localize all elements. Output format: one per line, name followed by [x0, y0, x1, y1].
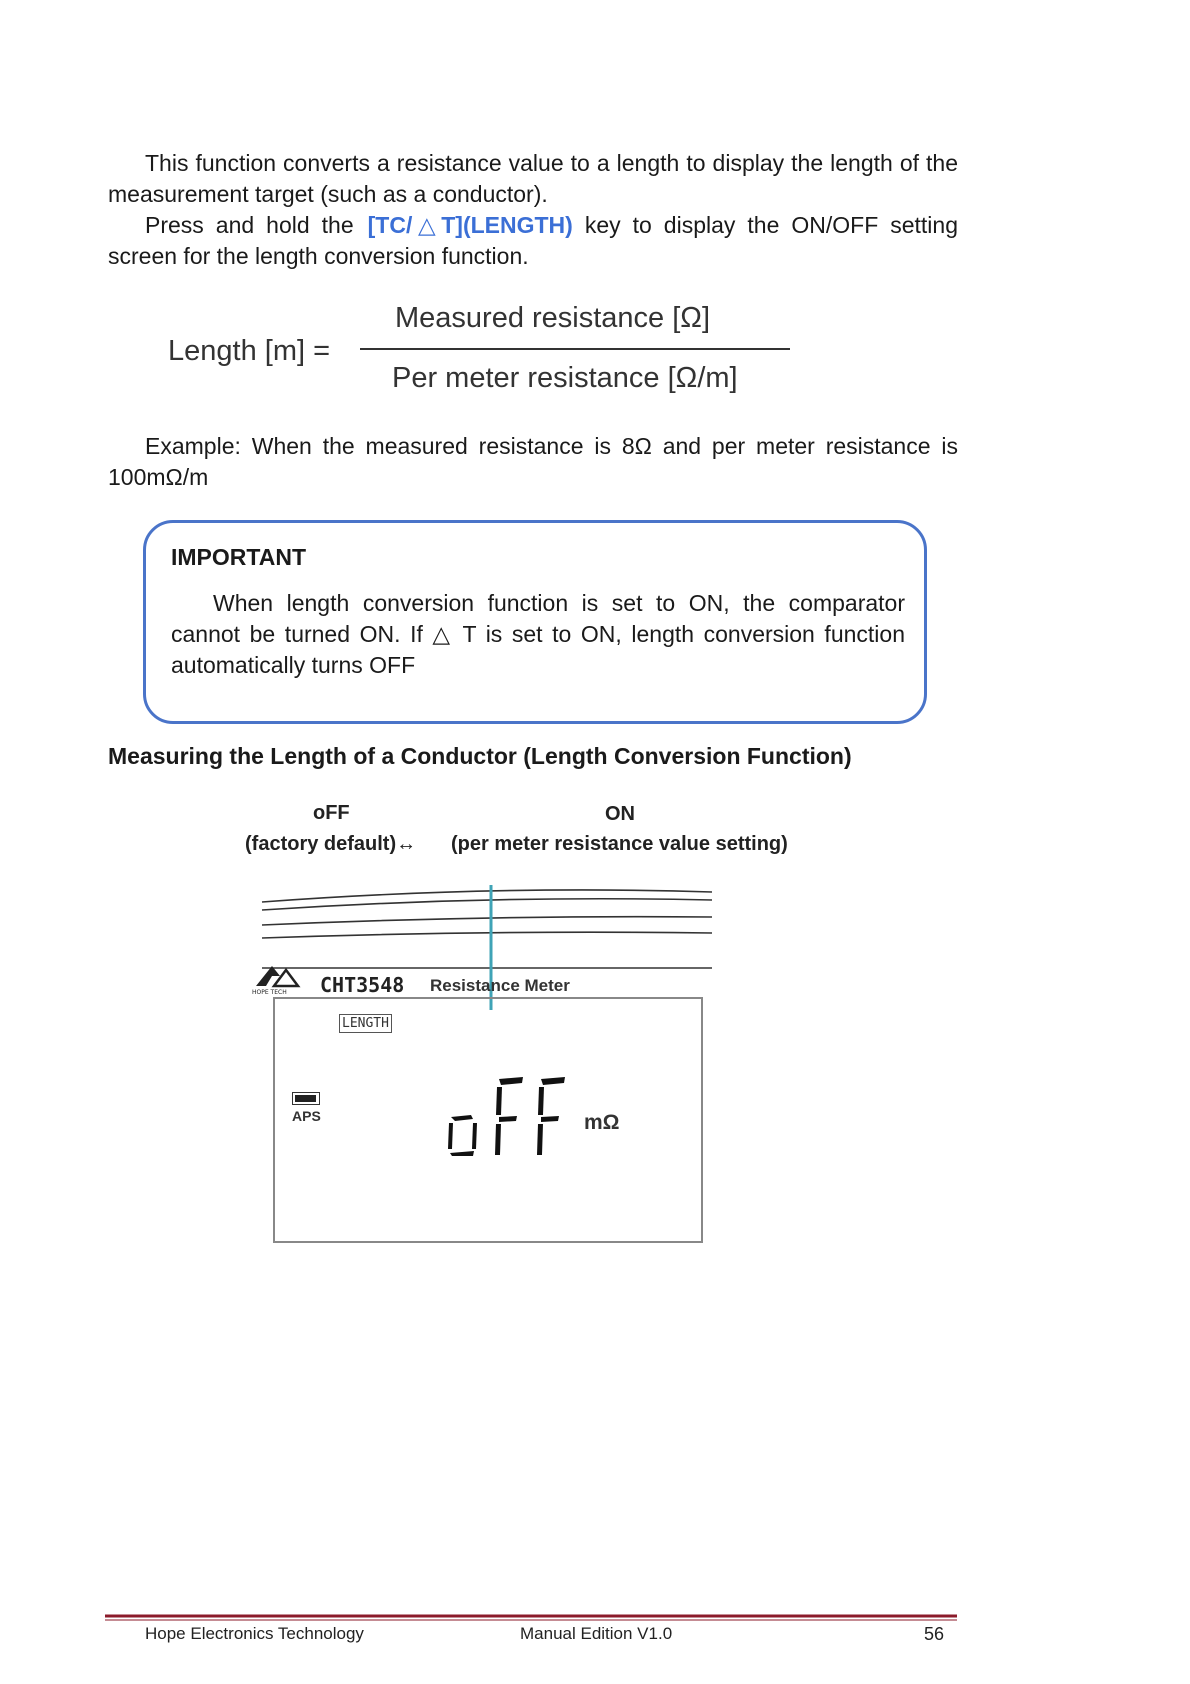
press-hold-suffix: key to display the ON/OFF setting screen for the length conversion function. [108, 212, 959, 269]
on-label: ON [605, 803, 635, 825]
length-formula [165, 290, 805, 410]
formula-lhs: Length [m] = [168, 335, 331, 367]
page-number: 56 [924, 1624, 945, 1644]
battery-icon [292, 1092, 320, 1105]
lcd-unit: mΩ [584, 1111, 620, 1134]
lcd-figure [240, 800, 840, 1250]
formula-denominator: Per meter resistance [Ω/m] [392, 362, 738, 394]
press-hold-paragraph [108, 210, 958, 272]
length-key-reference: [TC/△T](LENGTH) [367, 212, 573, 238]
important-body [171, 588, 905, 681]
example-text: Example: When the measured resistance is 8Ω and per meter resistance is 100mΩ/m [108, 433, 958, 490]
important-heading: IMPORTANT [171, 544, 307, 570]
footer-company: Hope Electronics Technology [145, 1624, 364, 1643]
length-indicator: LENGTH [339, 1014, 392, 1033]
model-description: Resistance Meter [430, 976, 570, 995]
on-sub-label: (per meter resistance value setting) [451, 833, 788, 855]
seven-segment-off-readout [447, 1069, 587, 1159]
example-paragraph [108, 431, 958, 493]
lcd-display [273, 997, 703, 1243]
press-hold-text: Press and hold the [145, 212, 354, 238]
brand-text: HOPE TECH [252, 989, 287, 996]
model-name: CHT3548 [320, 973, 405, 997]
off-sub-label: (factory default)↔ [245, 833, 417, 855]
footer-edition: Manual Edition V1.0 [520, 1624, 673, 1643]
intro-paragraph [108, 148, 958, 210]
fraction-bar [360, 348, 790, 350]
off-label: oFF [313, 802, 350, 824]
hope-tech-logo [252, 962, 306, 996]
formula-numerator: Measured resistance [Ω] [395, 302, 711, 334]
important-text: When length conversion function is set to ON, the comparator cannot be turned ON. If △ T is set to ON, length conversion function automatically turns OFF [171, 590, 905, 678]
aps-indicator: APS [292, 1108, 321, 1124]
intro-line-1: This function converts a resistance value to a length to display the length of the measurement target (such as a conductor). [108, 150, 958, 207]
footer-rule [105, 1614, 957, 1622]
important-callout [143, 520, 927, 724]
section-heading: Measuring the Length of a Conductor (Length Conversion Function) [108, 743, 852, 769]
